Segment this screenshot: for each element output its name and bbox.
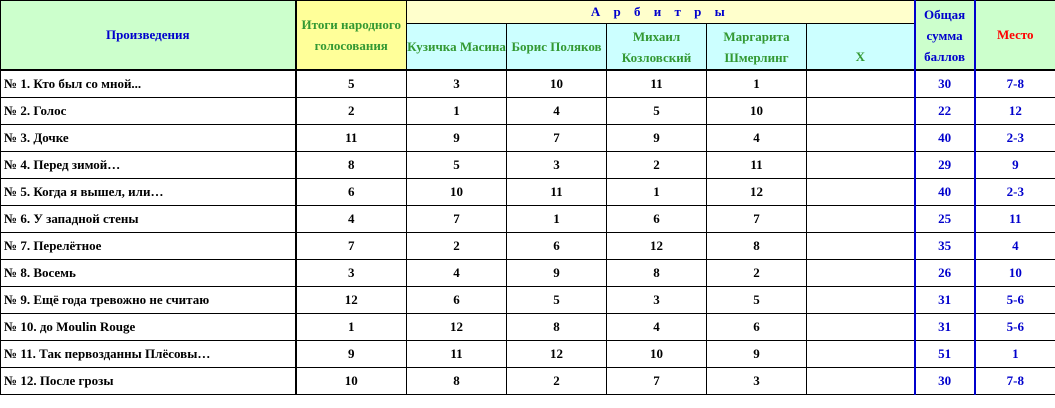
table-row xyxy=(1,287,1055,314)
judge-2-score: 9 xyxy=(507,260,607,287)
judge-4-score: 4 xyxy=(707,125,807,152)
judge-header-5: Х xyxy=(807,24,915,71)
judge-header-4: Маргарита Шмерлинг xyxy=(707,24,807,71)
judge-1-score: 2 xyxy=(407,233,507,260)
judge-4-score: 7 xyxy=(707,206,807,233)
judge-2-score: 4 xyxy=(507,98,607,125)
judge-1-score: 1 xyxy=(407,98,507,125)
judge-1-score: 10 xyxy=(407,179,507,206)
total-score-cell: 30 xyxy=(915,368,975,395)
place-cell: 4 xyxy=(975,233,1055,260)
table-row xyxy=(1,314,1055,341)
table-row xyxy=(1,125,1055,152)
popular-vote-cell: 4 xyxy=(296,206,407,233)
judge-3-score: 2 xyxy=(607,152,707,179)
judge-2-score: 12 xyxy=(507,341,607,368)
work-cell: № 10. до Moulin Rouge xyxy=(1,314,296,341)
popular-vote-cell: 10 xyxy=(296,368,407,395)
judge-2-score: 1 xyxy=(507,206,607,233)
popular-vote-cell: 5 xyxy=(296,70,407,98)
popular-vote-cell: 1 xyxy=(296,314,407,341)
judge-2-score: 3 xyxy=(507,152,607,179)
popular-vote-cell: 3 xyxy=(296,260,407,287)
total-score-cell: 26 xyxy=(915,260,975,287)
work-cell: № 4. Перед зимой… xyxy=(1,152,296,179)
work-cell: № 5. Когда я вышел, или… xyxy=(1,179,296,206)
judge-4-score: 10 xyxy=(707,98,807,125)
total-score-cell: 35 xyxy=(915,233,975,260)
table-row xyxy=(1,70,1055,98)
work-cell: № 9. Ещё года тревожно не считаю xyxy=(1,287,296,314)
judge-1-score: 12 xyxy=(407,314,507,341)
judge-5-score xyxy=(807,98,915,125)
judge-4-score: 3 xyxy=(707,368,807,395)
judge-4-score: 2 xyxy=(707,260,807,287)
judge-1-score: 11 xyxy=(407,341,507,368)
place-header: Место xyxy=(975,1,1055,71)
judge-1-score: 8 xyxy=(407,368,507,395)
judge-3-score: 12 xyxy=(607,233,707,260)
judge-4-score: 9 xyxy=(707,341,807,368)
judge-2-score: 5 xyxy=(507,287,607,314)
judge-4-score: 5 xyxy=(707,287,807,314)
total-score-cell: 29 xyxy=(915,152,975,179)
arbiters-header: А р б и т р ы xyxy=(407,1,915,24)
popular-vote-cell: 9 xyxy=(296,341,407,368)
judge-2-score: 2 xyxy=(507,368,607,395)
work-cell: № 1. Кто был со мной... xyxy=(1,70,296,98)
judge-4-score: 6 xyxy=(707,314,807,341)
work-cell: № 3. Дочке xyxy=(1,125,296,152)
total-score-cell: 25 xyxy=(915,206,975,233)
judge-3-score: 5 xyxy=(607,98,707,125)
judge-2-score: 11 xyxy=(507,179,607,206)
place-cell: 7-8 xyxy=(975,368,1055,395)
place-cell: 1 xyxy=(975,341,1055,368)
judge-5-score xyxy=(807,179,915,206)
judge-1-score: 7 xyxy=(407,206,507,233)
place-cell: 5-6 xyxy=(975,287,1055,314)
popular-vote-cell: 6 xyxy=(296,179,407,206)
judge-5-score xyxy=(807,233,915,260)
judge-5-score xyxy=(807,368,915,395)
judge-2-score: 8 xyxy=(507,314,607,341)
judge-5-score xyxy=(807,70,915,98)
judge-5-score xyxy=(807,287,915,314)
judge-5-score xyxy=(807,314,915,341)
total-score-cell: 30 xyxy=(915,70,975,98)
judge-5-score xyxy=(807,125,915,152)
judge-1-score: 6 xyxy=(407,287,507,314)
judge-1-score: 4 xyxy=(407,260,507,287)
place-cell: 9 xyxy=(975,152,1055,179)
table-row xyxy=(1,341,1055,368)
place-cell: 5-6 xyxy=(975,314,1055,341)
table-row xyxy=(1,206,1055,233)
work-cell: № 8. Восемь xyxy=(1,260,296,287)
judge-4-score: 1 xyxy=(707,70,807,98)
total-score-cell: 31 xyxy=(915,287,975,314)
judge-2-score: 10 xyxy=(507,70,607,98)
judge-3-score: 4 xyxy=(607,314,707,341)
table-row xyxy=(1,233,1055,260)
judge-4-score: 12 xyxy=(707,179,807,206)
work-cell: № 7. Перелётное xyxy=(1,233,296,260)
popular-vote-header: Итоги народного голосования xyxy=(296,1,407,71)
judge-header-3: Михаил Козловский xyxy=(607,24,707,71)
header-row-1 xyxy=(1,1,1055,24)
popular-vote-cell: 12 xyxy=(296,287,407,314)
place-cell: 2-3 xyxy=(975,179,1055,206)
total-score-header: Общая сумма баллов xyxy=(915,1,975,71)
judge-3-score: 11 xyxy=(607,70,707,98)
place-cell: 7-8 xyxy=(975,70,1055,98)
judge-3-score: 7 xyxy=(607,368,707,395)
popular-vote-cell: 2 xyxy=(296,98,407,125)
work-cell: № 12. После грозы xyxy=(1,368,296,395)
table-row xyxy=(1,152,1055,179)
total-score-cell: 31 xyxy=(915,314,975,341)
judge-3-score: 8 xyxy=(607,260,707,287)
table-row xyxy=(1,260,1055,287)
judge-header-1: Кузичка Масина xyxy=(407,24,507,71)
judge-3-score: 6 xyxy=(607,206,707,233)
total-score-cell: 51 xyxy=(915,341,975,368)
table-row xyxy=(1,98,1055,125)
total-score-cell: 22 xyxy=(915,98,975,125)
place-cell: 12 xyxy=(975,98,1055,125)
table-row xyxy=(1,368,1055,395)
judge-4-score: 11 xyxy=(707,152,807,179)
judge-3-score: 1 xyxy=(607,179,707,206)
judge-4-score: 8 xyxy=(707,233,807,260)
judge-3-score: 10 xyxy=(607,341,707,368)
judge-5-score xyxy=(807,152,915,179)
judge-1-score: 9 xyxy=(407,125,507,152)
works-header: Произведения xyxy=(1,1,296,71)
popular-vote-cell: 7 xyxy=(296,233,407,260)
judge-3-score: 9 xyxy=(607,125,707,152)
judge-2-score: 6 xyxy=(507,233,607,260)
table-row xyxy=(1,179,1055,206)
judge-1-score: 5 xyxy=(407,152,507,179)
work-cell: № 2. Голос xyxy=(1,98,296,125)
popular-vote-cell: 11 xyxy=(296,125,407,152)
work-cell: № 11. Так первозданны Плёсовы… xyxy=(1,341,296,368)
judge-5-score xyxy=(807,341,915,368)
judge-5-score xyxy=(807,206,915,233)
judge-2-score: 7 xyxy=(507,125,607,152)
work-cell: № 6. У западной стены xyxy=(1,206,296,233)
judge-3-score: 3 xyxy=(607,287,707,314)
place-cell: 11 xyxy=(975,206,1055,233)
total-score-cell: 40 xyxy=(915,125,975,152)
popular-vote-cell: 8 xyxy=(296,152,407,179)
table-body xyxy=(1,70,1055,395)
place-cell: 10 xyxy=(975,260,1055,287)
place-cell: 2-3 xyxy=(975,125,1055,152)
total-score-cell: 40 xyxy=(915,179,975,206)
judge-header-2: Борис Поляков xyxy=(507,24,607,71)
judge-5-score xyxy=(807,260,915,287)
judge-1-score: 3 xyxy=(407,70,507,98)
